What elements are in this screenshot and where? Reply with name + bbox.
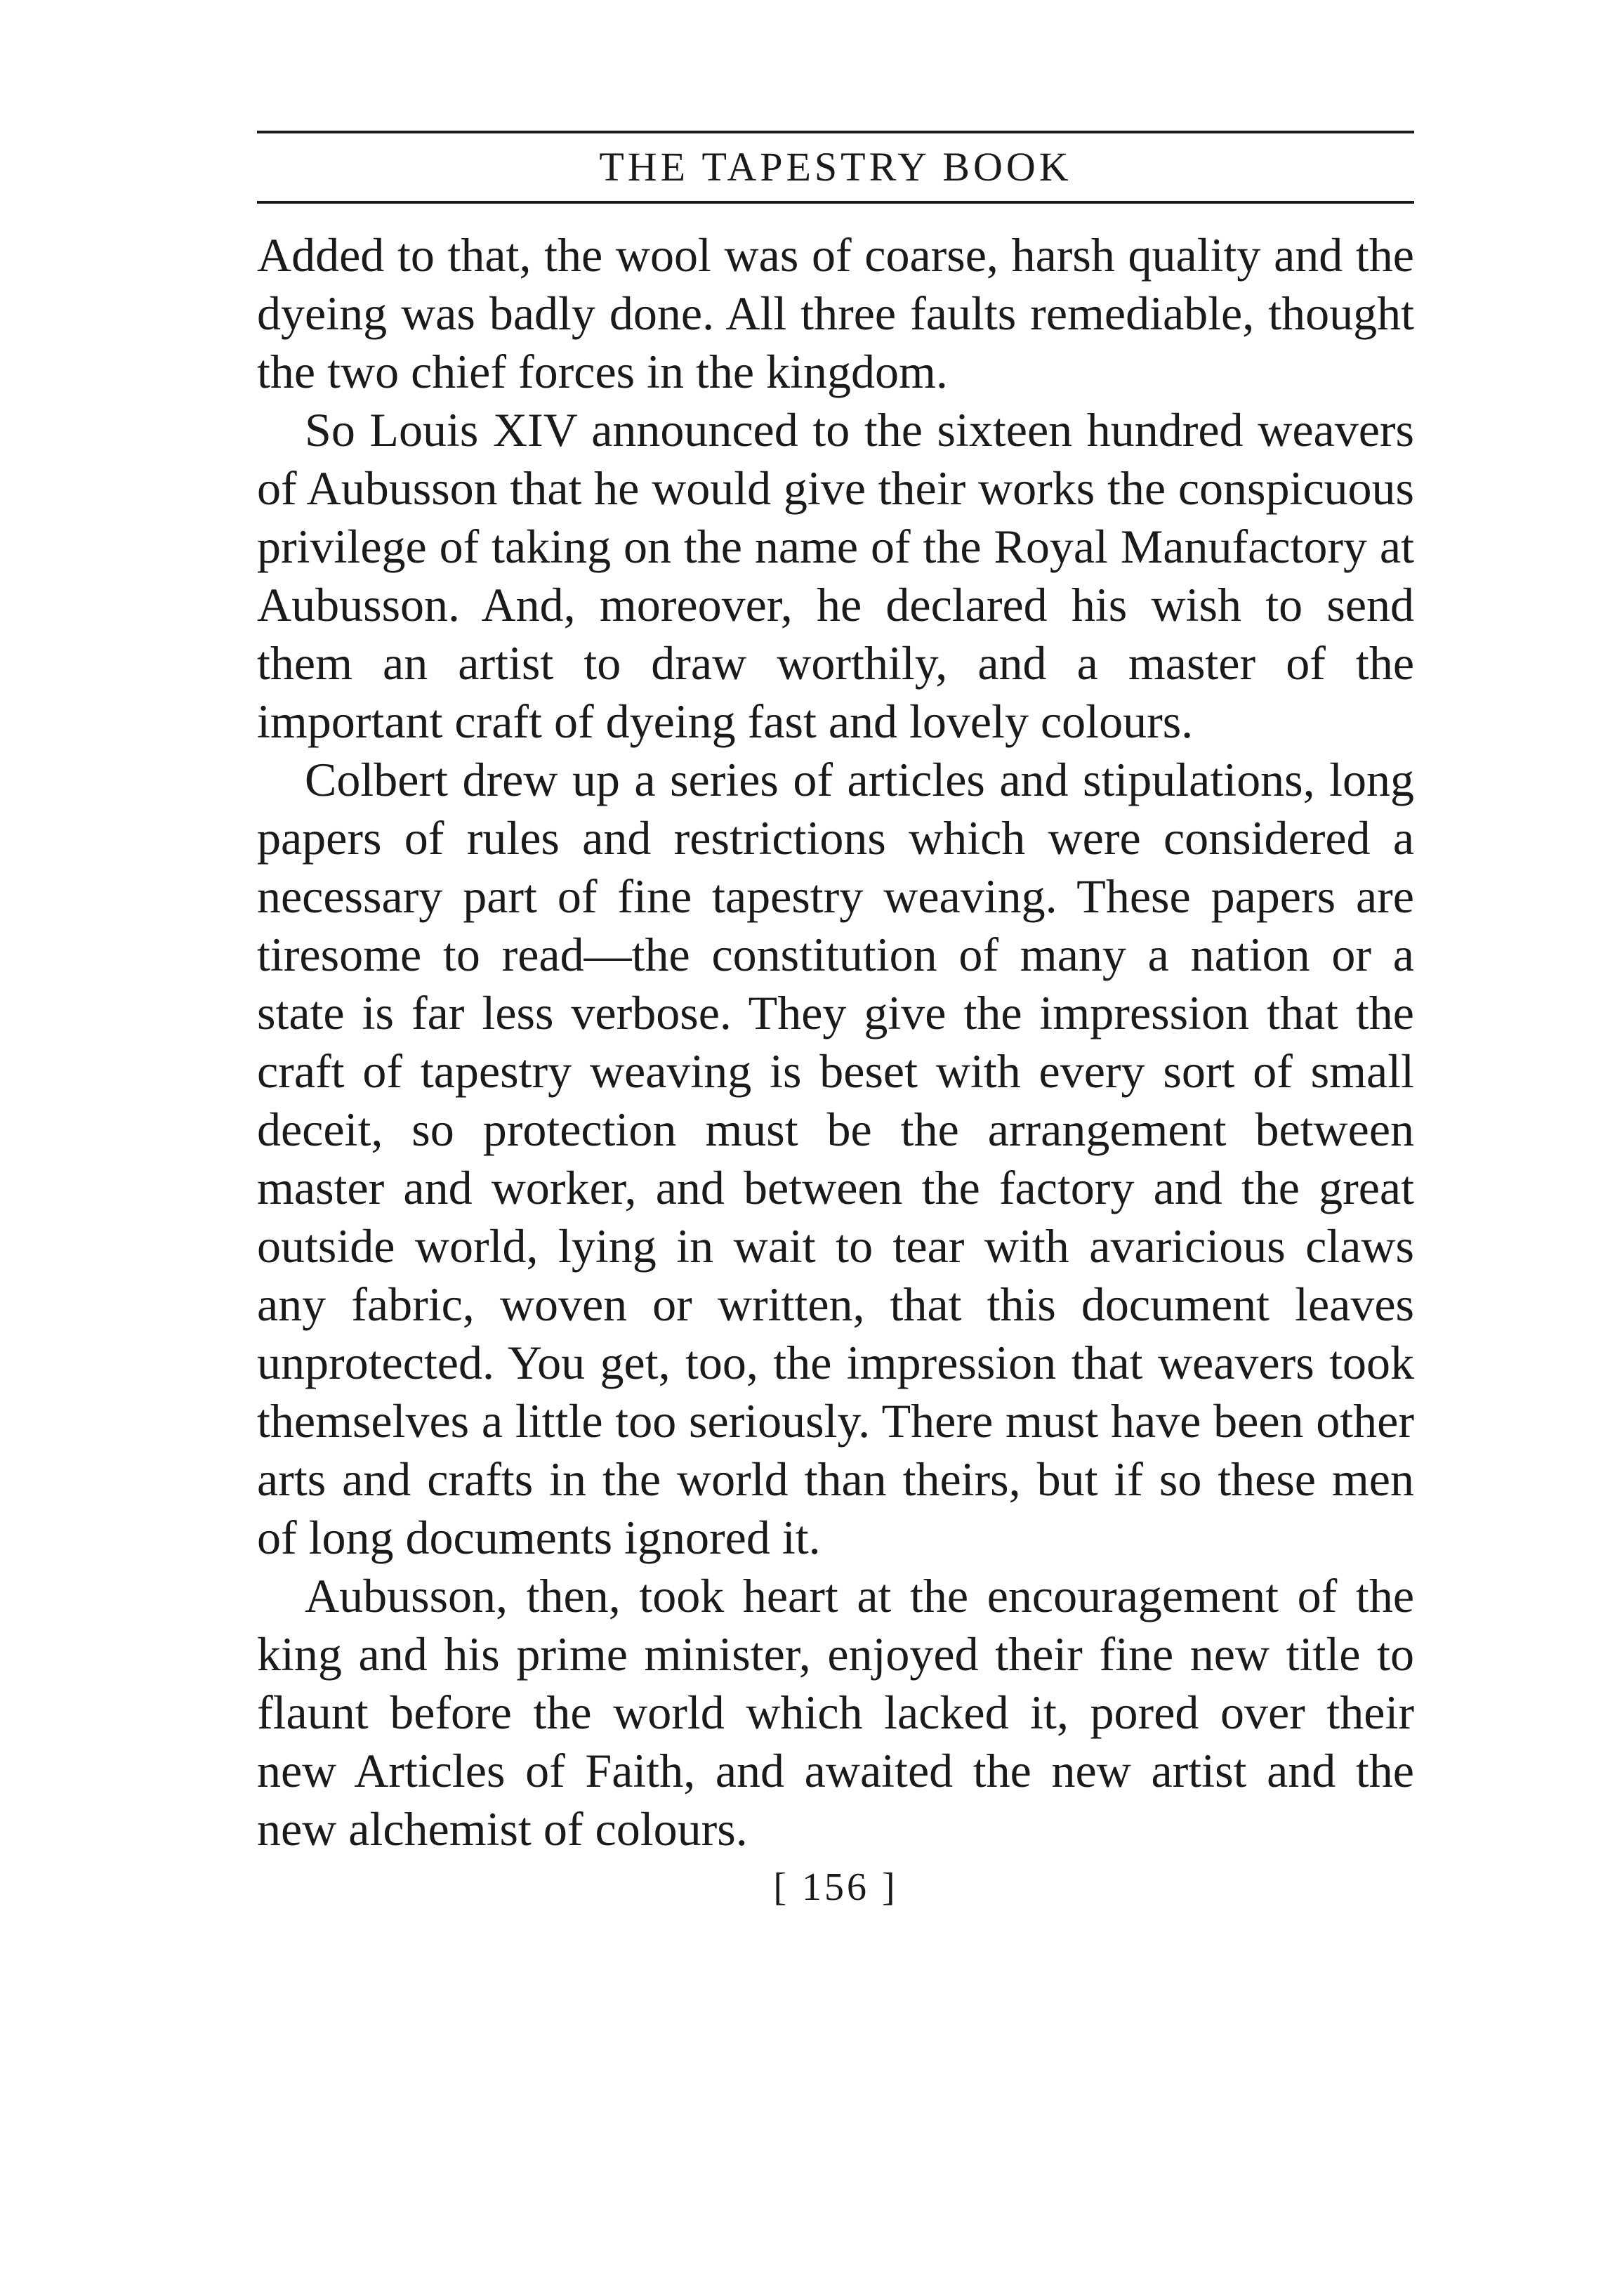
running-head: THE TAPESTRY BOOK <box>599 144 1072 190</box>
page-number: [ 156 ] <box>773 1865 898 1909</box>
body-text <box>257 226 1414 1858</box>
paragraph: Colbert drew up a series of articles and stipulations, long papers of rules and restrictions which were considered a necessary part of fine tapestry weaving. These papers are tiresome to read—the constitution of many a nation or a state is far less verbose. They give the impression that the craft of tapestry weaving is beset with every sort of small deceit, so protection must be the arrangement between master and worker, and between the factory and the great outside world, lying in wait to tear with avaricious claws any fabric, woven or written, that this document leaves unprotected. You get, too, the impression that weavers took themselves a little too seriously. There must have been other arts and crafts in the world than theirs, but if so these men of long documents ignored it. <box>257 753 1414 1564</box>
book-page <box>257 131 1414 1912</box>
paragraph-continued: Added to that, the wool was of coarse, harsh quality and the dyeing was badly done. All three faults remediable, thought the two chief forces in the kingdom. <box>257 228 1414 398</box>
paragraph: So Louis XIV announced to the sixteen hundred weavers of Aubusson that he would give their works the conspicuous privilege of taking on the name of the Royal Manufactory at Aubusson. And, moreover, he declared his wish to send them an artist to draw worthily, and a master of the important craft of dyeing fast and lovely colours. <box>257 403 1414 748</box>
header-bottom-rule <box>257 201 1414 204</box>
paragraph: Aubusson, then, took heart at the encouragement of the king and his prime minister, enjoyed their fine new title to flaunt before the world which lacked it, pored over their new Articles of Faith, and awaited the new artist and the new alchemist of colours. <box>257 1569 1414 1856</box>
